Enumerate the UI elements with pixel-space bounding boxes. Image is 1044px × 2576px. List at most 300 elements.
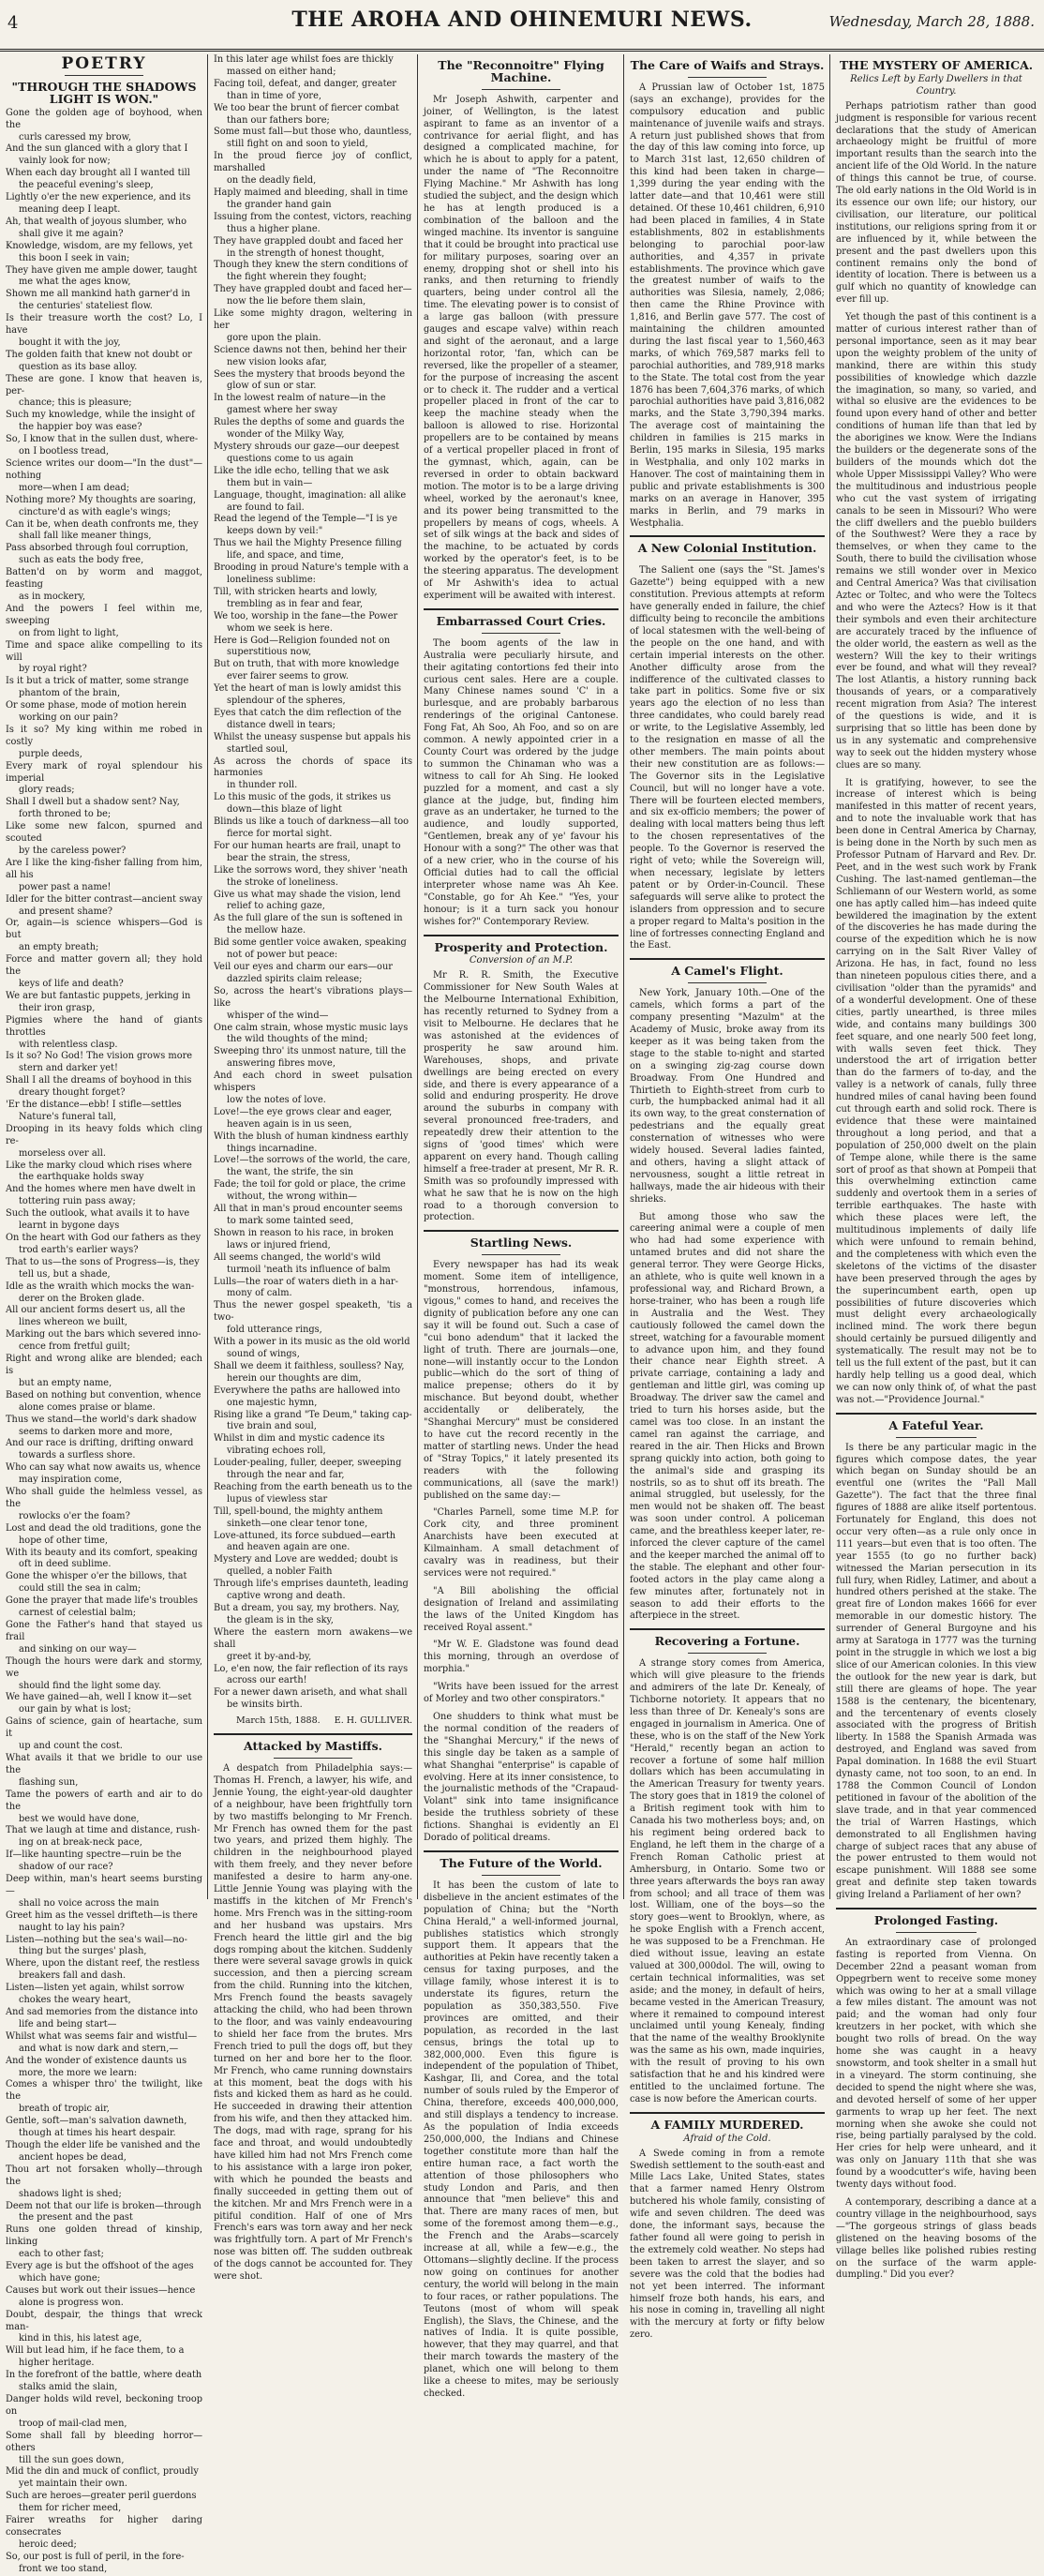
poem-line: Blinds us like a touch of darkness—all too <box>214 816 410 828</box>
poem-line: tottering ruin pass away; <box>19 1196 136 1207</box>
poem-line: gore upon the plain. <box>227 332 321 343</box>
poem-line: Science dawns not then, behind her their <box>214 344 407 355</box>
poem-line: Where the eastern morn awakens—we shall <box>214 1626 412 1650</box>
poem-line: now the lie before them slain, <box>227 296 366 307</box>
poem-line: Thou art not forsaken wholly—through the <box>6 2164 202 2187</box>
poem-line: vibrating echoes roll, <box>227 1445 326 1457</box>
poem-line: derer on the Broken glade. <box>19 1293 145 1304</box>
paragraph: The Salient one (says the "St. James's Gazette") being equipped with a new constitution. Previous attempts at reform have generally ended in failure, the chief difficulty being to reconcile the ambitions of local statesmen with the well-being of the people on the one hand, and with certain imperial interests on the other. Another difficulty arose from the indifference of the cultivated classes to take part in politics. Some five or six years ago the election of no less than three candidates, who could barely read or write, to the Legislative Assembly, led to the resignation en masse of all the other members. The main points about their new constitution are as follows:—The Governor sits in the Legislative Council, but will no longer have a vote. There will be fourteen elected members, and six ex-officio members; the power of dealing with local matters being thus left to the chosen representatives of the people. To the Governor is reserved the right of veto; while the Sovereign will, when necessary, legislate by letters patent or by Order-in-Council. These safeguards will serve alike to protect the islanders from oppression and to secure a proper regard to Malta's position in the line of fortresses connecting England and the East. <box>630 565 825 951</box>
poem-line: captive wrong and death. <box>227 1591 346 1602</box>
poem-line: forth throned to be; <box>19 809 112 820</box>
poem-line: whisper of the wind— <box>227 1010 329 1021</box>
article-title-mastiffs: Attacked by Mastiffs. <box>244 1739 382 1754</box>
poem-line: answering fibres move, <box>227 1058 336 1070</box>
poem-line: Brooding in proud Nature's temple with a <box>214 562 409 574</box>
poem-line: Facing toil, defeat, and danger, greater <box>214 78 396 89</box>
article-title-prosperity: Prosperity and Protection. <box>434 939 608 954</box>
poem-line: trembling as in fear and fear, <box>227 598 364 609</box>
poem-line: which have gone; <box>19 2272 100 2284</box>
poem-line: chance; this is pleasure; <box>19 397 132 409</box>
divider <box>836 1413 1037 1415</box>
poem-line: greet it by-and-by, <box>227 1651 312 1662</box>
poem-line: They have given me ample dower, taught <box>6 264 198 276</box>
column-3 <box>424 54 619 2399</box>
column-5 <box>836 54 1037 2281</box>
poem-line: relief to aching gaze, <box>227 901 325 912</box>
paragraph: A strange story comes from America, which will give pleasure to the friends and admirers of the late Dr. Kenealy, of Tichborne notoriety. It appears that no less than three of Dr. Kenealy's sons are engaged in journalism in America. One of these, who is on the staff of the New York "Herald," recently began an action to recover a fortune of some half million dollars which has been accumulating in the American Treasury for twenty years. The story goes that in 1819 the colonel of a British regiment took with him to Canada his two motherless boys; and, on his regiment being ordered back to England, he left them in the charge of a French Roman Catholic priest at Amhersburg, in Ontario. Some two or three years afterwards the boys ran away from school; and all trace of them was lost. William, one of the boys—so the story goes—went to Brooklyn, where, as he spoke English with a French accent, he was supposed to be a Frenchman. He died without issue, leaving an estate valued at 300,000dol. The will, owing to certain technical informalities, was set aside; and the money, in default of heirs, became vested in the American Treasury, where it remained to compound interest unclaimed until young Kenealy, finding that the name of the wealthy Brooklynite was the same as his own, made inquiries, with the result of proving to his own satisfaction that he and his kindred were entitled to the unclaimed fortune. The case is now before the American courts. <box>630 1658 825 2104</box>
poem-line: Or some phase, mode of motion herein <box>6 700 187 711</box>
poem-line: Gentle, soft—man's salvation dawneth, <box>6 2116 187 2127</box>
poem-line: sinketh—one clear tenor tone, <box>227 1518 368 1529</box>
divider <box>630 535 825 537</box>
poem-line: quelled, a nobler Faith <box>227 1566 333 1578</box>
divider <box>482 633 559 634</box>
article-title-court-cries: Embarrassed Court Cries. <box>436 613 606 628</box>
poem-line: as in mockery, <box>19 591 85 602</box>
article-title-waifs: The Care of Waifs and Strays. <box>630 58 825 72</box>
article-body-reconnoitre <box>424 95 619 603</box>
poem-line: We too bear the brunt of fiercer combat <box>214 102 399 113</box>
poem-line: by the careless power? <box>19 846 127 856</box>
poem-line: Till, spell-bound, the mighty anthem <box>214 1505 383 1517</box>
poem-line: working on our pain? <box>19 712 118 724</box>
poem-line: new vision looks afar, <box>227 356 327 367</box>
poem-line: Nature's funeral tall, <box>19 1111 116 1122</box>
article-title-reconnoitre: The "Reconnoitre" Flying Machine. <box>438 58 604 84</box>
poem-line: If—like haunting spectre—ruin be the <box>6 1850 182 1861</box>
poem-line: Bid some gentler voice awaken, speaking <box>214 937 407 949</box>
poem-line: learnt in bygone days <box>19 1221 120 1232</box>
poem-line: life, and space, and time, <box>227 550 344 562</box>
poem-line: morseless over all. <box>19 1147 107 1159</box>
poem-line: Shall I all the dreams of boyhood in this <box>6 1075 192 1086</box>
poem-line: With the blush of human kindness earthly <box>214 1131 409 1142</box>
poem-line: With a power in its music as the old world <box>214 1337 410 1348</box>
poem-line: Read the legend of the Temple—"I is ye <box>214 514 398 525</box>
poem-line: One calm strain, whose mystic music lays <box>214 1022 409 1033</box>
poem-line: the stroke of loneliness. <box>227 876 338 888</box>
poem-signature <box>214 1715 412 1728</box>
poem-line: and sinking on our way— <box>19 1643 137 1655</box>
poem-line: Gone the prayer that made life's troubles <box>6 1595 199 1607</box>
poem-line: ever fairer seems to grow. <box>227 671 349 682</box>
poem-line: Deem not that our life is broken—through <box>6 2200 201 2211</box>
poem-line: up and count the cost. <box>19 1741 123 1752</box>
article-body-colonial <box>630 565 825 952</box>
poem-line: So, I know that in the sullen dust, where- <box>6 434 199 445</box>
poem-line: than in time of yore, <box>227 90 322 101</box>
poem-line: Sees the mystery that broods beyond the <box>214 368 406 380</box>
poem-line: Every age is but the offshoot of the ages <box>6 2261 194 2272</box>
article-body-fasting <box>836 1938 1037 2282</box>
article-subtitle-family-murdered: Afraid of the Cold. <box>683 2133 771 2144</box>
poem-line: one majestic hymn, <box>227 1397 318 1408</box>
column-rule <box>417 54 418 1899</box>
poem-line: shadow of our race? <box>19 1862 113 1873</box>
poem-line: Nothing more? My thoughts are soaring, <box>6 494 197 505</box>
divider <box>214 1733 412 1735</box>
divider <box>274 1758 353 1759</box>
poem-line: best we would have done, <box>19 1813 140 1824</box>
poem-line: alone is progress won. <box>19 2297 124 2308</box>
paragraph: Is there be any particular magic in the figures which compose dates, the year which began on Sunday should be an eventful one (writes the "Pall Mall Gazette"). The fact that the three final figures of 1888 are alike itself portentous. Fortunately for England, this does not occur very often—as a rule only once in 111 years—but even that is too often. The year 1555 (to go no further back) witnessed the Marian persecution in its full fury, when Ridley, Latimer, and about a hundred others perished at the stake. The great fire of London makes 1666 for ever memorable in our domestic history. The surrender of General Burgoyne and his army at Saratoga in 1777 was the turning point in the struggle in which we lost a big slice of our American colonies. In this view the outlook for the new year is dark, but still there are gleams of hope. The year 1588 is the centenary, the bicentenary, and the tercentenary of events closely associated with the progress of British liberty. In 1588 the Spanish Armada was destroyed, and England was saved from Papal domination. In 1688 the evil Stuart dynasty came, not too soon, to an end. In 1788 the Common Council of London petitioned in favour of the abolition of the slave trade, and in that year commenced the trial of Warren Hastings, which demonstrated to all Englishmen having charge of subject races that any abuse of the power entrusted to them would not escape punishment. Will 1888 see some great and definite step taken towards giving Ireland a Parliament of her own? <box>836 1442 1037 1901</box>
paragraph: An extraordinary case of prolonged fasting is reported from Vienna. On December 22nd a peasant woman from Oppegrbern went to receive some money which was owing to her at a small village a few miles distant. The amount was not paid; and the woman had only four kreutzers in her pocket, with which she bought two rolls of bread. On the way home she was caught in a heavy snowstorm, and took shelter in a small hut in a vineyard. The storm continuing, she decided to spend the night where she was, and devoted herself of some of her upper garments to wrap up her feet. The next morning when she awoke she could not rise, being partially paralysed by the cold. Her cries for help were unheard, and it was only on January 11th that she was found by a woodcutter's wife, having been twenty days without food. <box>836 1937 1037 2191</box>
poem-line: Whilst the uneasy suspense but appals his <box>214 731 411 742</box>
article-title-future-world: The Future of the World. <box>440 1855 603 1870</box>
poem-line: purple deeds, <box>19 748 82 759</box>
poem-line: Fairer wreaths for higher daring consecrates <box>6 2515 202 2538</box>
poem-line: Lulls—the roar of waters dieth in a har- <box>214 1276 398 1287</box>
poem-line: keeps down by veil:" <box>227 526 323 537</box>
poem-line: through the near and far, <box>227 1470 345 1481</box>
poem-line: Give us what may shade the vision, lend <box>214 889 401 900</box>
poem-line: And the powers I feel within me, sweeping <box>6 603 202 626</box>
poem-line: seems to darken more and more, <box>19 1426 173 1437</box>
poem-line: herein our thoughts are dim, <box>227 1372 362 1384</box>
poem-line: That we laugh at time and distance, rush- <box>6 1825 201 1836</box>
poem-line: low the notes of love. <box>227 1094 326 1105</box>
poem-line: may inspiration come, <box>19 1475 123 1486</box>
poem-line: stern and darker yet! <box>19 1063 118 1074</box>
poem-date: March 15th, 1888. <box>236 1715 321 1727</box>
column-1 <box>6 54 202 2574</box>
poem-line: breakers fall and dash. <box>19 1970 127 1982</box>
poem-line: Lo, e'en now, the fair reflection of its rays <box>214 1663 409 1674</box>
article-subtitle-mystery-america: Relics Left by Early Dwellers in that Country. <box>850 73 1022 97</box>
poem-line: the mellow haze. <box>227 925 306 936</box>
poem-line: Like some new falcon, spurned and scouted <box>6 821 202 845</box>
article-body-waifs <box>630 82 825 531</box>
paragraph: "A Bill abolishing the official designation of Ireland and assimilating the laws of the United Kingdom has received Royal assent." <box>424 1585 619 1633</box>
poem-line: Who shall guide the helmless vessel, as the <box>6 1487 202 1509</box>
masthead <box>0 0 1044 52</box>
poem-line: Issuing from the contest, victors, reaching <box>214 211 412 222</box>
poem-line: flashing sun, <box>19 1776 79 1788</box>
poem-line: Love-attuned, its force subdued—earth <box>214 1530 396 1541</box>
poem-line: But on truth, that with more knowledge <box>214 659 399 670</box>
poem-line: Tame the powers of earth and air to do the <box>6 1789 202 1812</box>
poem-line: gamest where her sway <box>227 405 338 416</box>
poem-line: loneliness sublime: <box>227 574 316 585</box>
poem-line: glow of sun or star. <box>227 381 317 392</box>
poem-line: vainly look for now; <box>19 156 111 167</box>
poem-line: dazzled spirits claim release; <box>227 973 363 984</box>
poem-line: Shall I dwell but a shadow sent? Nay, <box>6 797 180 808</box>
divider <box>896 1437 977 1438</box>
poem-line: Deep within, man's heart seems bursting— <box>6 1874 202 1896</box>
column-rule <box>623 54 624 1899</box>
poem-line: bought it with the joy, <box>19 337 121 348</box>
poem-line: Is it so? My king within me robed in costly <box>6 724 202 747</box>
poem-line: Force and matter govern all; they hold the <box>6 954 202 978</box>
column-rule <box>207 54 208 1899</box>
paragraph: It has been the custom of late to disbelieve in the ancient estimates of the population of China; but the "North China Herald," a well-informed journal, publishes statistics which strongly support them. It appears that the authorities at Pekin have recently taken a census for taxing purposes, and the village family, whose interest it is to understate its figures, return the population as 350,383,550. Five provinces are omitted, and their population, as recorded in the last census, brings the total up to 382,000,000. Even this figure is independent of the population of Thibet, Kashgar, Ili, and Corea, and the total number of souls ruled by the Emperor of China, therefore, exceeds 400,000,000, and still displays a tendency to increase. As the population of India exceeds 250,000,000, the Indians and Chinese together constitute more than half the entire human race, a fact worth the attention of those philosophers who study London and Paris, and then announce that "men believe" this and that. There are many races of men, but some of the foremost among them—e.g., the French and the Arabs—scarcely increase at all, while a few—e.g., the Ottomans—slightly decline. If the process now going on continues for another century, the world will belong in the main to four races, or rather populations. The Teutons (most of whom will speak English), the Slavs, the Chinese, and the natives of India. It is quite possible, however, that they may quarrel, and that their march towards the mastery of the planet, which one will belong to them like a cheese to mites, may be seriously checked. <box>424 1880 619 2399</box>
divider <box>688 1653 766 1654</box>
poem-line: Science writes our doom—"In the dust"—nothing <box>6 458 202 481</box>
poem-line: Greet him as the vessel drifteth—is there <box>6 1910 198 1921</box>
poem-line: Causes but work out their issues—hence <box>6 2284 196 2296</box>
poem-line: Louder-pealing, fuller, deeper, sweeping <box>214 1458 402 1469</box>
poem-line: fierce for mortal sight. <box>227 829 333 839</box>
article-body-mastiffs <box>214 1763 412 2284</box>
article-title-fasting: Prolonged Fasting. <box>873 1913 999 1928</box>
poem-continuation <box>214 54 412 1712</box>
poem-line: Time and space alike compelling to its will <box>6 639 202 663</box>
poem-line: Fade; the toil for gold or place, the crime <box>214 1179 406 1191</box>
poem-line: Till, with stricken hearts and lowly, <box>214 586 378 597</box>
poem-line: Here is God—Religion founded not on <box>214 635 391 646</box>
poem-line: on from light to light, <box>19 627 119 638</box>
poem-line: Haply maimed and bleeding, shall in time <box>214 187 409 198</box>
poem-line: lupus of viewless star <box>227 1493 328 1505</box>
poem-line: shall fall like meaner things, <box>19 531 152 542</box>
divider <box>688 982 766 983</box>
poem-line: But a dream, you say, my brothers. Nay, <box>214 1603 400 1613</box>
poem-line: them for richer meed, <box>19 2503 122 2514</box>
poem-line: trod earth's earlier ways? <box>19 1244 139 1255</box>
poem-line: On the heart with God our fathers as they <box>6 1233 201 1243</box>
poem-line: still fight on and soon to yield, <box>227 139 368 150</box>
poem-line: We too, worship in the fane—the Power <box>214 610 398 622</box>
paragraph: It is gratifying, however, to see the increase of interest which is being manifested in this matter of recent years, and to note the invaluable work that has been done in Central America by Charnay, is being done in the North by such men as Professor Putnam of Harvard and Rev. Dr. Peet, and in the west such work by Frank Cushing. The last-named gentleman—the Schliemann of our Western world, as some one has aptly called him—has indeed quite bewildered the imagination by the extent of the discoveries he has made during the course of the expedition which he is now carrying on in the Salt River Valley of Arizona. He has, in fact, found no less than nineteen populous cities there, and a civilisation "older than the pyramids" and of a wonderful development. One of these cities, partly unearthed, is three miles wide, and contains many buildings 300 feet square, and one nearly 500 feet long, with walls seven feet thick. They understood the art of irrigation better than do the farmers of to-day, and the valley is a network of canals, fully three hundred miles of canal having been found cut through earth and solid rock. There is evidence that these were maintained throughout a long period, and that a population of 250,000 dwelt on the plain of Tempe alone, while there is the same sort of proof as that shown at Pompeii that this overwhelming extinction came suddenly and overtook them in a series of terrible earthquakes. The haste with which these places were left, the multitudinous implements of daily life which were unfound to remain behind, and the completeness with which even the skeletons of the victims of the disaster have been preserved through the ages by the superincumbent earth, open up possibilities of future discoveries which must delight every archaeologically inclined mind. The work there begun should certainly be pursued diligently and systematically. The result may not be to tell us the full extent of the past, but it can hardly help telling us a good deal, which we can now only think of, of what the past was not.—"Providence Journal." <box>836 777 1037 1405</box>
poem-line: Listen—nothing but the sea's wail—no- <box>6 1934 187 1945</box>
poem-line: Gains of science, gain of heartache, sum it <box>6 1716 202 1740</box>
poem-line: Gone the golden age of boyhood, when the <box>6 107 202 130</box>
poem-line: Idler for the bitter contrast—ancient sway <box>6 893 202 905</box>
poem-line: As the full glare of the sun is softened in <box>214 913 403 924</box>
poem-line: tell us, but a shade, <box>19 1268 111 1280</box>
poem-line: Will but lead him, if he face them, to a <box>6 2345 185 2357</box>
poem-line: Mid the din and muck of conflict, proudly <box>6 2466 199 2478</box>
article-body-family-murdered <box>630 2149 825 2343</box>
poem-line: All seems changed, the world's wild <box>214 1251 381 1263</box>
poem-line: to mark some tainted seed, <box>227 1216 354 1226</box>
issue-date: Wednesday, March 28, 1888. <box>828 13 1035 30</box>
poem-line: Through life's emprises daunteth, leading <box>214 1579 409 1590</box>
poem-line: shadows light is shed; <box>19 2188 122 2199</box>
poem-line: with relentless clasp. <box>19 1039 118 1050</box>
poem-line: on I bootless tread, <box>19 446 110 457</box>
poem-line: and what is now dark and stern,— <box>19 2043 179 2054</box>
poem-line: Lo this music of the gods, it strikes us <box>214 792 392 803</box>
poem-line: could still the sea in calm; <box>19 1583 142 1595</box>
divider <box>896 1932 977 1933</box>
divider <box>424 935 619 936</box>
poem-line: And each chord in sweet pulsation whispers <box>214 1071 412 1094</box>
poem-line: their iron grasp, <box>19 1002 96 1013</box>
article-title-fortune: Recovering a Fortune. <box>654 1634 800 1649</box>
divider <box>836 1908 1037 1910</box>
poem-line: Lightly o'er the new experience, and its <box>6 192 191 203</box>
poem-line: Sweeping thro' its unmost nature, till the <box>214 1046 407 1057</box>
poem-line: the happier boy was ease? <box>19 422 142 433</box>
divider <box>424 608 619 610</box>
poem-line: stalks amid the slain, <box>19 2382 118 2393</box>
poem-line: All our ancient forms desert us, all the <box>6 1305 186 1316</box>
poem-line: in thunder roll. <box>227 780 298 791</box>
divider <box>482 89 559 90</box>
poem-line: They have grappled doubt and faced her— <box>214 284 412 295</box>
poem-line: oft in deed sublime. <box>19 1559 112 1570</box>
poem-line: the grander hand gain <box>227 199 332 210</box>
poem-line: When each day brought all I wanted till <box>6 168 190 179</box>
poem-line: Rising like a grand "Te Deum," taking cap- <box>214 1409 412 1420</box>
poem-author: E. H. GULLIVER. <box>334 1715 412 1727</box>
divider <box>482 1254 559 1255</box>
poem-line: Like some mighty dragon, weltering in her <box>214 308 412 331</box>
poem-line: down—this blaze of light <box>227 804 342 816</box>
poem-line: Like the idle echo, telling that we ask <box>214 465 389 476</box>
poem-line: Gone the whisper o'er the billows, that <box>6 1571 187 1582</box>
poem-line: without, the wrong within— <box>227 1191 357 1203</box>
paragraph: Perhaps patriotism rather than good judgment is responsible for various recent declarations that the study of American archaeology might be fruitful of more important results than the search into the ancient life of the Old World. In the nature of things this cannot be true, of course. The old early nations in the Old World is in its essence our own life; our history, our civilisation, our literature, our political institutions, our religions spring from it or are influenced by it, while between the present and the past dwellers upon this continent remains only the bond of identity of location. There is between us a gulf which no quantity of knowledge can ever fill up. <box>836 100 1037 306</box>
poem-line: the fight wherein they fought; <box>227 272 367 283</box>
poem-line: What avails it that we bridle to our use the <box>6 1752 202 1775</box>
poem-line: Runs one golden thread of kinship, linking <box>6 2224 202 2248</box>
poem-line: the wild thoughts of the mind; <box>227 1034 368 1045</box>
poem-line: chokes the weary heart, <box>19 1995 131 2006</box>
poem-title: "THROUGH THE SHADOWS LIGHT IS WON." <box>11 79 197 106</box>
paragraph: "Mr W. E. Gladstone was found dead this morning, through an overdose of morphia." <box>424 1640 619 1675</box>
poem-line: splendour of the spheres, <box>227 696 346 707</box>
poem-line: For a newer dawn ariseth, and what shall <box>214 1687 408 1699</box>
column-2 <box>214 54 412 2283</box>
poem-line: though at times his heart despair. <box>19 2128 176 2139</box>
poem-line: Marking out the bars which severed inno- <box>6 1329 201 1340</box>
article-body-future-world <box>424 1880 619 2401</box>
article-title-startling-news: Startling News. <box>470 1236 573 1251</box>
poem-line: In the proud fierce joy of conflict, marshalled <box>214 151 412 174</box>
poem-line: more, the more we learn: <box>19 2067 138 2078</box>
poem-line: more—when I am dead; <box>19 482 130 493</box>
poem-line: ing on at break-neck pace, <box>19 1837 142 1849</box>
poem-line: our gain by what is lost; <box>19 1704 131 1715</box>
paragraph: A despatch from Philadelphia says:—Thomas H. French, a lawyer, his wife, and Jennie Young, the eight-year-old daughter of a neighbour, have been frightfully torn by two mastiffs belonging to Mr French. Mr French has owned them for the past two years, and prized them highly. The children in the neighbourhood played with them freely, and they never before manifested a desire to harm any-one. Little Jennie Young was playing with the mastiffs in the kitchen of Mr French's home. Mrs French was in the sitting-room and her husband was upstairs. Mrs French heard the little girl and the big dogs romping about the kitchen. Suddenly there were several savage growls in quick succession, and then a piercing scream from the child. Running into the kitchen, Mrs French found the beasts savagely attacking the child, who had been thrown to the floor, and was vainly endeavouring to shield her face from the brutes. Mrs French tried to pull the dogs off, but they turned on her and bore her to the floor. Mr French, who came running downstairs at this moment, beat the dogs with his fists and kicked them as hard as he could. He succeeded in drawing their attention from his wife, and then they attacked him. The dogs, mad with rage, sprang for his face and throat, and would undoubtedly have killed him had not Mrs French come to his assistance with a large iron poker, with which he pounded the beasts and finally succeeded in getting them out of the kitchen. Mr and Mrs French were in a pitiful condition. Half of one of Mrs French's ears was torn away and her neck was frightfully torn. A part of Mr French's nose was bitten off. The sudden outbreak of the dogs cannot be accounted for. They were shot. <box>214 1762 412 2283</box>
divider <box>630 958 825 960</box>
divider <box>424 1850 619 1852</box>
poem-line: question as its base alloy. <box>19 361 138 372</box>
paragraph: The boom agents of the law in Australia were peculiarly hirsute, and their agitating contortions fed their into curious cent sales. Here are a couple. Many Chinese names sound 'C' in a burlesque, and are probably barbarous renderings of the original Cantonese. Fong Fat, Ah Soo, Ah Foo, and so on are common. A newly appointed crier in a County Court was ordered by the judge to summon the Chinaman who was a witness to call for Ah Sing. He looked puzzled for a moment, and cast a sly glance at the judge, but, finding him grave as an undertaker, he turned to the audience, and loudly supported, "Gentlemen, break any of ye' favour his Honour with a song?" The other was that of a new crier, who in the course of his Official duties had to call the official interpreter whose name was Ah Kee. "Constable, go for Ah Kee." "Yes, your honour; is it a turn sack you honour wishes for?" Contemporary Review. <box>424 637 619 927</box>
poem-line: towards a surfless shore. <box>19 1450 136 1461</box>
page-number: 4 <box>7 13 19 33</box>
column-rule <box>829 54 830 1899</box>
poem-line: Reaching from the earth beneath us to the <box>214 1481 412 1492</box>
poem-line: Rules the depths of some and guards the <box>214 417 405 428</box>
poem-line: till the sun goes down, <box>19 2454 125 2465</box>
columns <box>6 54 1038 2574</box>
poem-line: All that in man's proud encounter seems <box>214 1204 403 1215</box>
poem-line: Pass absorbed through foul corruption, <box>6 543 188 554</box>
paragraph: New York, January 10th.—One of the camels, which forms a part of the company presenting "Mazulm" at the Academy of Music, broke away from its keeper as it was being taken from the stage to the stable to-night and started on a swinging zig-zag course down Broadway. From One Hundred and Thirtieth to Eighth-street from curb to curb, the humpbacked animal had it all its own way, to the great consternation of pedestrians and the equally great consternation of witnesses who were widely housed. Several ladies fainted, and others, having a slight attack of nervousness, sought a little retreat in hallways, made the air hideous with their shrieks. <box>630 988 825 1205</box>
poem-line: naught to lay his pain? <box>19 1922 126 1933</box>
poem-line: Is it but a trick of matter, some strange <box>6 676 189 687</box>
poem-line: Shown in reason to his race, in broken <box>214 1227 394 1238</box>
poem-line: Love!—the sorrows of the world, the care, <box>214 1155 410 1166</box>
poem-line: Drooping in its heavy folds which cling re- <box>6 1123 202 1146</box>
poem-line: and heaven again are one. <box>227 1542 350 1553</box>
poem-line: the peaceful evening's sleep, <box>19 180 154 191</box>
poem-line: Can it be, when death confronts me, they <box>6 518 199 530</box>
paragraph: Mr Joseph Ashwith, carpenter and joiner, of Wellington, is the latest aspirant to fame as an inventor of a contrivance for aerial flight, and has designed a complicated machine, for which he is about to apply for a patent, under the name of "The Reconnoitre Flying Machine." Mr Ashwith has long studied the subject, and the design which he has at length produced is a combination of the balloon and the winged machine. Its inventor is sanguine that it could be brought into practical use for military purposes, soaring over an enemy, dropping shot or shell into his ranks, and then returning to friendly quarters, being under control all the time. The elevating power is to consist of a large gas balloon (with pressure gauges and escape valve) within reach and sight of the aeronaut, and a large horizontal rotor, 'fan, which can be reversed, like the propeller of a steamer, for the purpose of increasing the ascent or to check it. The rudder and a vertical propeller placed in front of the car to keep the machine steady when the balloon is allowed to rise. Horizontal propellers are to be contained by means of a vertical propeller placed in front of the gymnast, which, again, can be reversed in order to obtain backward motion. The motor is to be a large driving wheel, worked by the aeronaut's knee, and its power being transmitted to the propellers by means of cogs, wheels. A set of silk wings at the back and sides of the machine, to be actuated by cords worked by the operator's feet, is to be the steering apparatus. The development of Mr Ashwith's idea to actual experiment will be awaited with interest. <box>424 94 619 601</box>
paragraph: "Writs have been issued for the arrest of Morley and two other conspirators." <box>424 1682 619 1705</box>
poem-line: And our race is drifting, drifting onward <box>6 1438 194 1449</box>
poem-line: shall give it me again? <box>19 228 124 239</box>
poem-line: them but in vain— <box>227 477 313 488</box>
poem-line: wonder of the Milky Way, <box>227 429 345 441</box>
divider <box>482 1875 559 1876</box>
poem-line: alone comes praise or blame. <box>19 1401 156 1413</box>
poem-line: Mystery and Love are wedded; doubt is <box>214 1554 398 1565</box>
poem-line: Thus the newer gospel speaketh, 'tis a two- <box>214 1300 412 1324</box>
poem-line: than our fathers bore; <box>227 114 330 126</box>
article-body-fateful-year <box>836 1443 1037 1902</box>
poem-line: In the lowest realm of nature—in the <box>214 393 386 404</box>
poem-line: turmoil 'neath its influence of balm <box>227 1264 391 1275</box>
poem-line: superstitious now, <box>227 647 312 658</box>
article-body-prosperity <box>424 970 619 1224</box>
poem-line: That to us—the sons of Progress—is, they <box>6 1256 200 1267</box>
divider <box>630 1628 825 1630</box>
poem-line: Listen—listen yet again, whilst sorrow <box>6 1983 185 1994</box>
poem-line: Is it so? No God! The vision grows more <box>6 1051 193 1062</box>
poem-line: We have gained—ah, well I know it—set <box>6 1692 192 1703</box>
poem-line: Or, again—is science whispers—God is but <box>6 918 202 941</box>
poem-line: Are I like the king-fisher falling from him, all his <box>6 857 202 880</box>
poem-line: heaven again is in us seen, <box>227 1118 352 1130</box>
divider <box>424 1230 619 1232</box>
poem-line: by royal right? <box>19 664 87 675</box>
poem-line: Such my knowledge, while the insight of <box>6 410 195 421</box>
poem-line: Thus we hail the Mighty Presence filling <box>214 538 402 549</box>
poem-line: should find the light some day. <box>19 1680 161 1691</box>
poem-line: Right and wrong alike are blended; each is <box>6 1354 202 1376</box>
paragraph: A Swede coming in from a remote Swedish settlement to the south-east and Mille Lacs Lake, United States, states that a farmer named Henry Olstrom butchered his whole family, consisting of wife and seven children. The deed was done, the informant says, because the father found all were going to perish in the extremely cold weather. No steps had been taken to arrest the slayer, and so severe was the cold that the bodies had not yet been interred. The informant himself froze both hands, his ears, and his nose in coming in, travelling all night with the mercury at forty or fifty below zero. <box>630 2148 825 2341</box>
poem-line: Lost and dead the old traditions, gone the <box>6 1522 201 1534</box>
poem-line: in the strength of honest thought, <box>227 247 385 259</box>
poem-line: things incarnadine. <box>227 1143 318 1154</box>
poem-line: Whilst what was seems fair and wistful— <box>6 2030 198 2042</box>
poem-line: front we too stand, <box>19 2563 108 2574</box>
poem-line: yet maintain their own. <box>19 2479 127 2490</box>
poem-line: the earthquake holds sway <box>19 1172 144 1183</box>
poem-line: Like the marky cloud which rises where <box>6 1160 192 1171</box>
paragraph: Mr R. R. Smith, the Executive Commissioner for New South Wales at the Melbourne International Exhibition, has recently returned to Sydney from a visit to Melbourne. He declares that he was astonished at the evidences of prosperity he saw around him. Warehouses, shops, and private dwellings are being erected on every side, and there is every appearance of a solid and enduring prosperity. He drove around the suburbs in company with several pronounced free-traders, and repeatedly drew their attention to the signs of 'good times' which were apparent on every hand. Though calling himself a free-trader at present, Mr R. R. Smith was so profoundly impressed with what he saw that he is now on the high road to a thorough conversion to protection. <box>424 970 619 1223</box>
article-title-colonial: A New Colonial Institution. <box>637 541 817 556</box>
poem-line: Though the elder life be vanished and the <box>6 2139 201 2150</box>
poem-line: Based on nothing but convention, whence <box>6 1389 201 1400</box>
poem-line: Who can say what now awaits us, whence <box>6 1462 201 1474</box>
poem-line: With its beauty and its comfort, speaking <box>6 1547 198 1558</box>
poem-line: keys of life and death? <box>19 978 124 989</box>
poem-line: each to other fast; <box>19 2249 104 2260</box>
poem-line: distance dwell in tears; <box>227 719 336 730</box>
paragraph: A Prussian law of October 1st, 1875 (says an exchange), provides for the compulsory education and public maintenance of juvenile waifs and strays. A return just published shows that from the day of this law coming into force, up to March 31st last, 12,650 children of this kind had been taken in charge—1,399 during the year ending with the latter date—and that 10,461 were still detained. Of these 10,461 children, 6,910 had been placed in families, 4 in State establishments, 802 in establishments belonging to parochial poor-law authorities, and 4,357 in private establishments. The province which gave the greatest number of waifs to the authorities was Silesia, namely, 2,086; then came the Rhine Province with 1,816, and Berlin gave 577. The cost of maintaining the children amounted during the last fiscal year to 1,560,463 marks, of which 769,587 marks fell to parochial authorities, and 789,918 marks to the State. The total cost from the year 1876 has been 7,604,376 marks, of which parochial authorities have paid 3,816,082 marks, and the State 3,790,394 marks. The average cost of maintaining the children in families is 215 marks in Berlin, 195 marks in Silesia, 195 marks in Westphalia, and only 102 marks in Hanover. The cost of maintaining them in public and private establishments is 300 marks on an average in Hanover, 395 marks in Berlin, and 79 marks in Westphalia. <box>630 82 825 529</box>
poem-line: Some must fall—but those who, dauntless, <box>214 127 412 138</box>
poem-line: the gleam is in the sky, <box>227 1614 334 1625</box>
article-body-camel <box>630 988 825 1623</box>
newspaper-title: THE AROHA AND OHINEMURI NEWS. <box>291 7 753 32</box>
poem-line: Where, upon the distant reef, the restless <box>6 1958 200 1969</box>
paragraph: Yet though the past of this continent is a matter of curious interest rather than of personal importance, seen as it may bear upon the weighty problem of the unity of mankind, there are within this study possibilities of knowledge which dazzle the imagination, so many, so varied, and withal so elusive are the evidences to be found upon every hand of other and better conditions of human life than that led by the aborigines we know. Were the Indians the builders or the degenerate sons of the builders of the mounds which dot the whole Upper Mississippi Valley? Who were the multitudinous and industrious people who cut the vast system of irrigating canals to be seen in Missouri? Who were the cliff dwellers and the pueblo builders of the Southwest? Were they a race by themselves, or when they came to the South, there to build the civilisation whose remains we still wonder over in Mexico and Central America? Was that civilisation Aztec or Toltec, and who were the Toltecs and who were the Aztecs? How is it that their symbols and even their architecture are accurately traced by the influence of the older world, the eastern as well as the western? Will the key to their writings ever be found, and what will they reveal? The lost Atlantis, a history running back thousands of years, or a comparatively recent migration from Asia? The interest of the questions is wide, and it is surprising that so little has been done by us in any systematic and comprehensive way to seek out the hidden mystery whose clues are so many. <box>836 312 1037 771</box>
poem-line: questions come to us again <box>227 453 354 464</box>
poem-line: Like the sorrows word, they shiver 'neath <box>214 864 409 876</box>
poem-line: Yet the heart of man is lowly amidst this <box>214 683 401 695</box>
poem-line: Is their treasure worth the cost? Lo, I have <box>6 313 202 337</box>
poem-line: are found to fail. <box>227 502 305 513</box>
poem-line: Gone the Father's hand that stayed us frail <box>6 1620 202 1642</box>
poem-line: Shown me all mankind hath garner'd in <box>6 289 190 300</box>
poem-line: not of power but peace: <box>227 950 338 961</box>
